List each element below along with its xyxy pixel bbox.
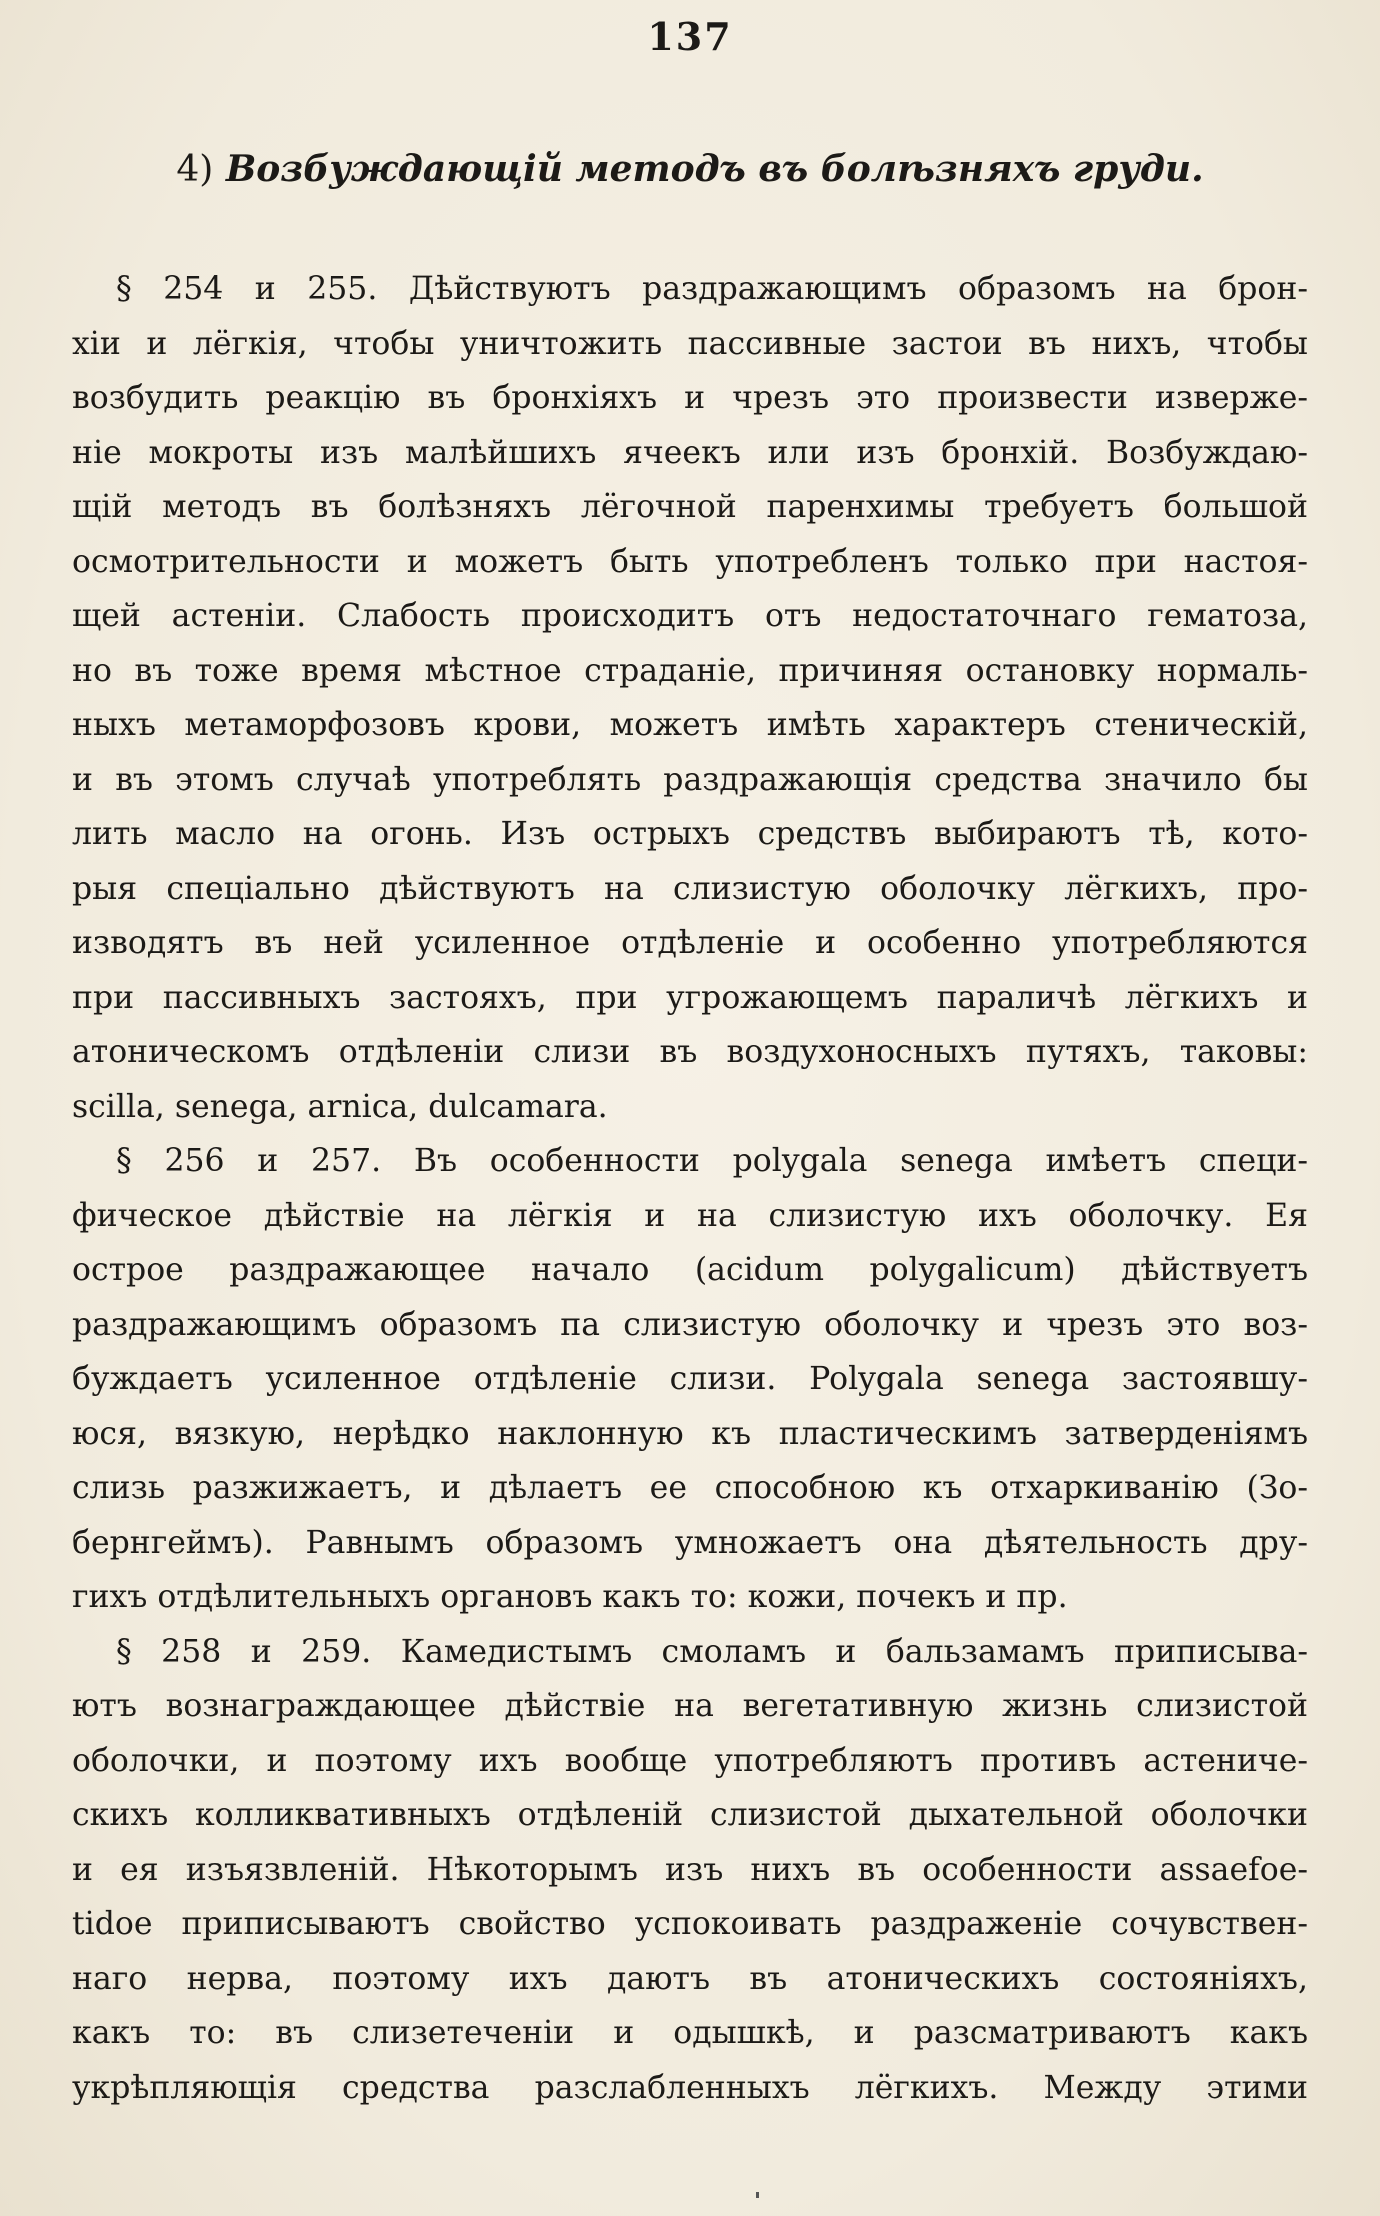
text-line: острое раздражающее начало (acidum polygalicum) дѣйствуетъ [72,1252,1308,1288]
body-text [72,262,1308,2115]
text-line: какъ то: въ слизетеченіи и одышкѣ, и разсматриваютъ какъ [72,2015,1308,2051]
text-line: фическое дѣйствіе на лёгкія и на слизистую ихъ оболочку. Ея [72,1197,1308,1234]
text-line: ніе мокроты изъ малѣйшихъ ячеекъ или изъ бронхій. Возбуждаю- [72,434,1308,471]
print-speck [756,2192,759,2198]
text-line: юся, вязкую, нерѣдко наклонную къ пластическимъ затверденіямъ [72,1415,1308,1452]
text-line: скихъ колликвативныхъ отдѣленій слизистой дыхательной оболочки [72,1797,1308,1833]
text-line: при пассивныхъ застояхъ, при угрожающемъ параличѣ лёгкихъ и [72,979,1308,1016]
text-line: лить масло на огонь. Изъ острыхъ средствъ выбираютъ тѣ, кото- [72,816,1308,852]
text-line: рыя спеціально дѣйствуютъ на слизистую оболочку лёгкихъ, про- [72,870,1308,907]
text-line: буждаетъ усиленное отдѣленіе слизи. Polygala senega застоявшу- [72,1361,1308,1397]
text-line: бернгеймъ). Равнымъ образомъ умножаетъ она дѣятельность дру- [72,1524,1308,1561]
text-line: атоническомъ отдѣленіи слизи въ воздухоносныхъ путяхъ, таковы: [72,1034,1308,1070]
text-line: хіи и лёгкія, чтобы уничтожить пассивные застои въ нихъ, чтобы [72,325,1308,362]
text-line: и ея изъязвленій. Нѣкоторымъ изъ нихъ въ особенности assaefoe- [72,1851,1308,1888]
text-line: оболочки, и поэтому ихъ вообще употребляютъ противъ астениче- [72,1742,1308,1779]
text-line: слизь разжижаетъ, и дѣлаетъ ее способною къ отхаркиванію (Зо- [72,1470,1308,1506]
text-line: § 258 и 259. Камедистымъ смоламъ и бальзамамъ приписыва- [116,1633,1308,1670]
text-line: возбудить реакцію въ бронхіяхъ и чрезъ это произвести изверже- [72,380,1308,416]
text-line: и въ этомъ случаѣ употреблять раздражающія средства значило бы [72,761,1308,798]
text-line: tidoe приписываютъ свойство успокоивать раздраженіе сочувствен- [72,1906,1308,1942]
section-heading-number: 4) [176,149,214,190]
page-number: 137 [647,14,733,59]
text-line: раздражающимъ образомъ па слизистую оболочку и чрезъ это воз- [72,1306,1308,1343]
text-line: scilla, senega, arnica, dulcamara. [72,1088,608,1125]
text-line: ютъ вознаграждающее дѣйствіе на вегетативную жизнь слизистой [72,1688,1308,1724]
text-line: щей астеніи. Слабость происходитъ отъ недостаточнаго гематоза, [72,598,1308,634]
text-line: ныхъ метаморфозовъ крови, можетъ имѣть характеръ стеническій, [72,707,1308,743]
text-line: но въ тоже время мѣстное страданіе, причиняя остановку нормаль- [72,652,1308,689]
text-line: осмотрительности и можетъ быть употребленъ только при настоя- [72,543,1308,580]
text-line: щій методъ въ болѣзняхъ лёгочной паренхимы требуетъ большой [72,489,1308,525]
text-line: § 256 и 257. Въ особенности polygala senega имѣетъ специ- [116,1143,1308,1179]
section-heading [0,148,1380,190]
section-heading-title: Возбуждающій методъ въ болѣзняхъ груди. [225,148,1204,190]
text-line: § 254 и 255. Дѣйствуютъ раздражающимъ образомъ на брон- [116,271,1308,307]
text-line: наго нерва, поэтому ихъ даютъ въ атоническихъ состояніяхъ, [72,1960,1308,1997]
text-line: гихъ отдѣлительныхъ органовъ какъ то: кожи, почекъ и пр. [72,1579,1068,1615]
text-line: укрѣпляющія средства разслабленныхъ лёгкихъ. Между этими [72,2069,1308,2106]
text-line: изводятъ въ ней усиленное отдѣленіе и особенно употребляются [72,925,1308,961]
